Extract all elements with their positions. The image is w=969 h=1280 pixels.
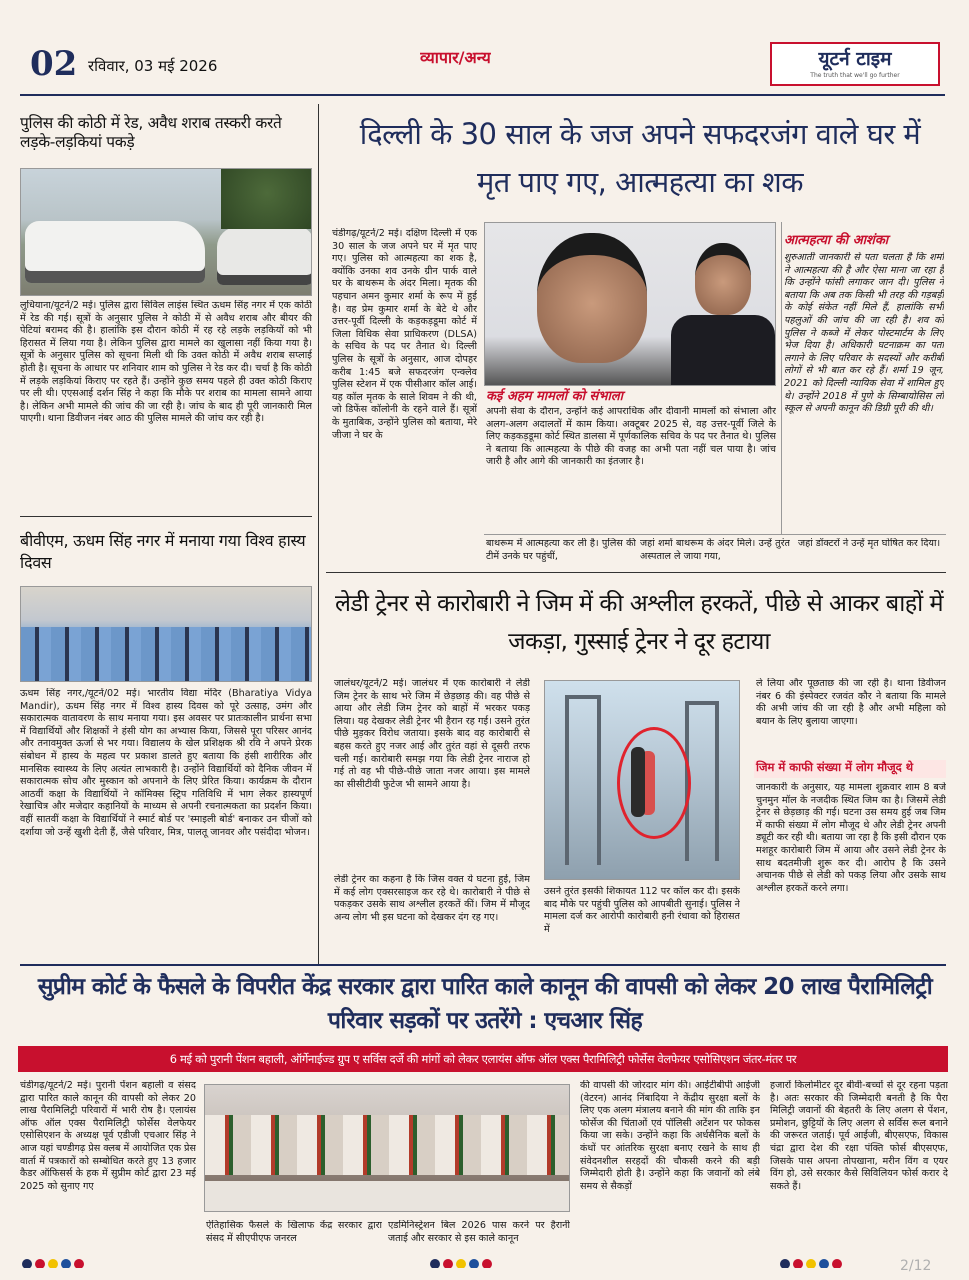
judge-face-left [537, 233, 647, 363]
story2-body: ऊधम सिंह नगर,/यूटर्न/02 मई। भारतीय विद्या मंदिर (Bharatiya Vidya Mandir), ऊधम सिंह नगर में विश्व हास्य दिवस को पूरे उत्साह, उमंग और सकारात्मक वातावरण के साथ मनाया गया। इस अवसर पर प्रातःकालीन प्रार्थना सभा में विद्यार्थियों और शिक्षकों ने हंसी योग का अभ्यास किया, जिससे पूरा परिसर आनंद और तनावमुक्त ऊर्जा से भर गया। विद्यालय के खेल प्रशिक्षक श्री रवि ने अपने प्रेरक संबोधन में हास्य के महत्व पर प्रकाश डालते हुए बताया कि हंसी शारीरिक और मानसिक स्वास्थ्य के लिए अत्यंत लाभकारी है। उन्होंने विद्यार्थियों को दैनिक जीवन में सकारात्मक सोच और मुस्कान को अपनाने के लिए प्रेरित किया। कार्यक्रम के दौरान आठवीं कक्षा के विद्यार्थियों ने कॉमिक्स स्ट्रिप गतिविधि में भाग लेकर हास्यपूर्ण रेखाचित्र और मजेदार कहानियों के माध्यम से अपनी रचनात्मकता का प्रदर्शन किया। वहीं सातवीं कक्षा के विद्यार्थियों ने स्मार्ट बोर्ड पर 'स्माइली बोर्ड' बनाकर उन चीजों को दर्शाया जो उन्हें खुशी देती हैं, जैसे परिवार, मित्र, पालतू जानवर और पसंदीदा भोजन। [20, 688, 312, 838]
story3-right-rule [781, 222, 782, 534]
attendees-row [205, 1115, 570, 1175]
student-row [21, 627, 312, 682]
story3-foot-3: जहां डॉक्टरों ने उन्हें मृत घोषित कर दिया। [798, 538, 941, 549]
story4-body-mid: उसने तुरंत इसकी शिकायत 112 पर कॉल कर दी। इसके बाद मौके पर पहुंची पुलिस को आपबीती सुनाई। पुलिस ने मामला दर्ज कर आरोपी कारोबारी हनी रंधावा को हिरासत में [544, 886, 740, 935]
car-left [25, 221, 205, 283]
story4-body-left-2: लेडी ट्रेनर का कहना है कि जिस वक्त ये घटना हुई, जिम में कई लोग एक्सरसाइज कर रहे थे। कारोबारी ने पीछे से पकड़कर उसके साथ अश्लील हरकतें कीं। जिम में मौजूद अन्य लोग भी इस घटना को देखकर दंग रह गए। [334, 874, 530, 923]
man-figure [631, 747, 645, 817]
story5-col5: हजारों किलोमीटर दूर बीवी-बच्चों से दूर रहना पड़ता है। अतः सरकार की जिम्मेदारी बनती है कि पैरा मिलिट्री जवानों की बेहतरी के लिए अलग से पेंशन, प्रमोशन, छुट्टियों के लिए अलग से सर्विस रूल बनाने की जरूरत जताई। पूर्व आईजी, बीएसएफ, विकास चंद्रा द्वारा देश की रक्षा पंक्ति फोर्स बीएसएफ, जिसके पास अपना तोपखाना, मरीन विंग व एयर विंग हो, उसे सरकार कैसे सिविलियन फोर्स करार दे सकते हैं। [770, 1080, 948, 1192]
story4-subhead-right: जिम में काफी संख्या में लोग मौजूद थे [754, 760, 946, 778]
section-label: व्यापार/अन्य [420, 48, 491, 67]
gym-cctv-photo [544, 680, 740, 880]
story3-body-mid: अपनी सेवा के दौरान, उन्होंने कई आपराधिक और दीवानी मामलों को संभाला और अलग-अलग अदालतों में काम किया। अक्टूबर 2025 से, वह उत्तर-पूर्वी जिले के लिए कड़कड़डूमा कोर्ट स्थित डालसा में पूर्णकालिक सचिव के पद पर तैनात थे। पुलिस ने बताया कि आत्महत्या के पीछे की वजह का अभी पता नहीं चल पाया है। जांच जारी है और आगे की जानकारी का इंतजार है। [486, 406, 776, 468]
gym-machine [565, 695, 601, 865]
logo-tagline: The truth that we'll go further [810, 72, 900, 79]
story4-body-left: जालंधर/यूटर्न/2 मई। जालंधर में एक कारोबारी ने लेडी जिम ट्रेनर के साथ भरे जिम में छेड़छाड़ की। वह पीछे से आया और लेडी जिम ट्रेनर को बाहों में भरकर पकड़ लिया। यह देखकर लेडी ट्रेनर भी हैरान रह गई। उसने तुरंत पीछे मुड़कर विरोध जताया। इसके बाद वह कारोबारी से बहस करते हुए नजर आई और तुरंत वहां से दूसरी तरफ चली गई। कारोबारी समझ गया कि लेडी ट्रेनर नाराज हो गई तो वह भी पीछे-पीछे जाता नजर आया। इस मामले का सीसीटीवी फुटेज भी सामने आया है। [334, 678, 530, 790]
story5-banner: 6 मई को पुरानी पेंशन बहाली, ऑर्गेनाईज्ड ग्रुप ए सर्विस दर्जे की मांगों को लेकर एलायंस ऑफ ऑल एक्स पैरामिलिट्री फोर्सेस वेलफेयर एसोसिएशन जंतर-मंतर पर [18, 1046, 948, 1072]
left-column-rule [318, 104, 319, 964]
police-raid-photo [20, 168, 312, 296]
footer-dots-mid [430, 1254, 550, 1268]
story4-body-right-top: ले लिया और पूछताछ की जा रही है। थाना डिवीजन नंबर 6 की इंस्पेक्टर रजवंत कौर ने बताया कि मामले की अभी जांच की जा रही है और अभी महिला को बयान के लिए बुलाया जाएगा। [756, 678, 946, 727]
car-right [217, 227, 312, 285]
logo-text: यूटर्न टाइम [818, 48, 892, 70]
tree [221, 169, 312, 229]
story5-col4: की वापसी की जोरदार मांग की। आईटीबीपी आईजी (वेटरन) आनंद निंबादिया ने केंद्रीय सुरक्षा बलों के लिए एक अलग मंत्रालय बनाने की मांग की ताकि इन फोर्सेज की चिंताओं एवं पॉलिसी अटेंशन पर फोकस किया जा सके। उन्होंने कहा कि अर्धसैनिक बलों के कंधों पर आंतरिक सुरक्षा बनाए रखने के साथ ही संवेदनशील सरहदों की चौकसी करने की बड़ी जिम्मेदारी होती है। उन्होंने कहा कि जवानों को लंबे समय से सैकड़ों [580, 1080, 760, 1192]
top-corner-strip [0, 0, 969, 36]
story4-headline: लेडी ट्रेनर से कारोबारी ने जिम में की अश्लील हरकतें, पीछे से आकर बाहों में जकड़ा, गुस्साई ट्रेनर ने दूर हटाया [335, 589, 943, 655]
story1-body: लुधियाना/यूटर्न/2 मई। पुलिस द्वारा सिविल लाइंस स्थित ऊधम सिंह नगर में एक कोठी में रेड की गई। सूत्रों के अनुसार पुलिस ने कोठी में से अवैध शराब और बीयर की पेटियां बरामद की है। हालांकि इस दौरान कोठी में रह रहे लड़के लड़कियों को भी हिरासत में लिया गया है। लेकिन पुलिस द्वारा मामले का खुलासा नहीं किया गया है। सूत्रों के अनुसार पुलिस को सूचना मिली थी कि उक्त कोठी में अवैध शराब सप्लाई होती है। सूचना के आधार पर शनिवार शाम को पुलिस ने रेड कर दी। चर्चा है कि कोठी में लड़के लड़कियां किराए पर रहते हैं। उन्होंने कुछ समय पहले ही उक्त कोठी किराए पर ली थी। एएसआई दर्शन सिंह ने कहा कि मौके पर शराब का मामला सामने आया है। लेकिन अभी मामले की जांच की जा रही है। जांच के बाद ही पूरी जानकारी मिल पाएगी। थाना डिवीजन नंबर आठ की पुलिस मामले की जांच कर रही है। [20, 300, 312, 425]
page-counter: 2/12 [900, 1258, 932, 1274]
issue-date: रविवार, 03 मई 2026 [88, 57, 218, 75]
story3-headline: दिल्ली के 30 साल के जज अपने सफदरजंग वाले घर में मृत पाए गए, आत्महत्या का शक [359, 117, 921, 199]
judge-coat [671, 315, 775, 386]
press-conference-photo [204, 1084, 570, 1212]
story3-subhead-right: आत्महत्या की आशंका [784, 233, 889, 248]
story1-headline: पुलिस की कोठी में रेड, अवैध शराब तस्करी करते लड़के-लड़कियां पकड़े [20, 114, 282, 151]
left-divider-1 [20, 516, 312, 517]
story3-foot-2: जहां शर्मा बाथरूम के अंदर मिले। उन्हें तुरंत अस्पताल ले जाया गया, [640, 538, 790, 562]
footer-dots-left [22, 1254, 142, 1268]
story3-body-left: चंडीगढ़/यूटर्न/2 मई। दक्षिण दिल्ली में एक 30 साल के जज अपने घर में मृत पाए गए। पुलिस को आत्महत्या का शक है, क्योंकि उनका शव उनके ग्रीन पार्क वाले घर के बाथरूम के अंदर मिला। मृतक की पहचान अमन कुमार शर्मा के रूप में हुई है। वह प्रेम कुमार शर्मा के बेटे थे और उत्तर-पूर्वी दिल्ली के कड़कड़डूमा कोर्ट में जिला विधिक सेवा प्राधिकरण (DLSA) के सचिव के पद पर तैनात थे। दिल्ली पुलिस के सूत्रों के अनुसार, आज दोपहर करीब 1:45 बजे सफदरजंग एन्क्लेव पुलिस स्टेशन में एक पीसीआर कॉल आई। यह कॉल मृतक के साले शिवम ने की थी, जो डिफेंस कॉलोनी के रहने वाले हैं। सूत्रों के मुताबिक, उन्होंने पुलिस को बताया, मेरे जीजा ने घर के [332, 228, 477, 441]
judge-photo [484, 222, 776, 386]
story4-body-right: जानकारी के अनुसार, यह मामला शुक्रवार शाम 8 बजे चुनमुन मॉल के नजदीक स्थित जिम का है। जिसमें लेडी ट्रेनर से छेड़छाड़ की गई। घटना उस समय हुई जब जिम में काफी संख्या में लोग मौजूद थे और लेडी ट्रेनर अपनी ड्यूटी कर रही थी। बताया जा रहा है कि इसी दौरान एक मशहूर कारोबारी जिम में आया और उसने लेडी ट्रेनर के साथ बदतमीजी शुरू कर दी। आरोप है कि उसने अचानक पीछे से लेडी को पकड़ लिया और उसके साथ अश्लील हरकतें करने लगा। [756, 782, 946, 894]
story3-foot-rule [484, 534, 946, 535]
school-laughter-photo [20, 586, 312, 682]
story4-bottom-rule [20, 964, 946, 966]
story5-col1: चंडीगढ़/यूटर्न/2 मई। पुरानी पेंशन बहाली व संसद द्वारा पारित काले कानून की वापसी को लेकर 20 लाख पैरामिलिट्री परिवारों में भारी रोष है। एलायंस ऑफ ऑल एक्स पैरामिलिट्री फोर्सेस वेलफेयर एसोसिएशन के अध्यक्ष पूर्व एडीजी एचआर सिंह ने आज यहां चण्डीगढ़ प्रेस क्लब में आयोजित एक प्रेस वार्ता में पत्रकारों को सम्बोधित करते हुए 13 हजार कैडर ऑफिसर्स के हक में सुप्रीम कोर्ट द्वारा 23 मई 2025 को सुनाए गए [20, 1080, 196, 1192]
story3-bottom-rule [326, 572, 946, 573]
story3-foot-1: बाथरूम में आत्महत्या कर ली है। पुलिस की टीमें उनके घर पहुंचीं, [486, 538, 636, 562]
judge-face-right [695, 243, 751, 315]
page-number: 02 [30, 44, 78, 84]
masthead-rule [20, 94, 945, 96]
table-front [205, 1181, 570, 1212]
story2-headline: बीवीएम, ऊधम सिंह नगर में मनाया गया विश्व हास्य दिवस [20, 531, 306, 572]
masthead-logo [770, 42, 940, 86]
footer-dots-right [780, 1254, 900, 1268]
story3-body-right: शुरुआती जानकारी से पता चलता है कि शर्मा ने आत्महत्या की है और ऐसा माना जा रहा है कि उन्होंने फांसी लगाकर जान दी। पुलिस ने बताया कि अब तक किसी भी तरह की गड़बड़ी के कोई संकेत नहीं मिले हैं, हालांकि सभी पहलुओं की जांच की जा रही है। शव को पुलिस ने कब्जे में लेकर पोस्टमार्टम के लिए भेज दिया है। अधिकारी घटनाक्रम का पता लगाने के लिए परिवार के सदस्यों और करीबी लोगों से भी बात कर रहे हैं। शर्मा 19 जून, 2021 को दिल्ली न्यायिक सेवा में शामिल हुए थे। उन्होंने 2018 में पुणे के सिम्बायोसिस लॉ स्कूल से अपनी कानून की डिग्री पूरी की थी। [784, 252, 944, 415]
story5-col2: ऐतिहासिक फैसले के खिलाफ केंद्र सरकार द्वारा संसद में सीएपीएफ जनरल [206, 1220, 382, 1244]
story3-subhead-mid: कई अहम मामलों को संभाला [486, 389, 624, 404]
story5-col3: एडमिनिस्ट्रेशन बिल 2026 पास करने पर हैरानी जताई और सरकार से इस काले कानून [388, 1220, 570, 1244]
story5-headline: सुप्रीम कोर्ट के फैसले के विपरीत केंद्र सरकार द्वारा पारित काले कानून की वापसी को लेकर 20 लाख पैरामिलिट्री परिवार सड़कों पर उतरेंगे : एचआर सिंह [37, 974, 933, 1034]
